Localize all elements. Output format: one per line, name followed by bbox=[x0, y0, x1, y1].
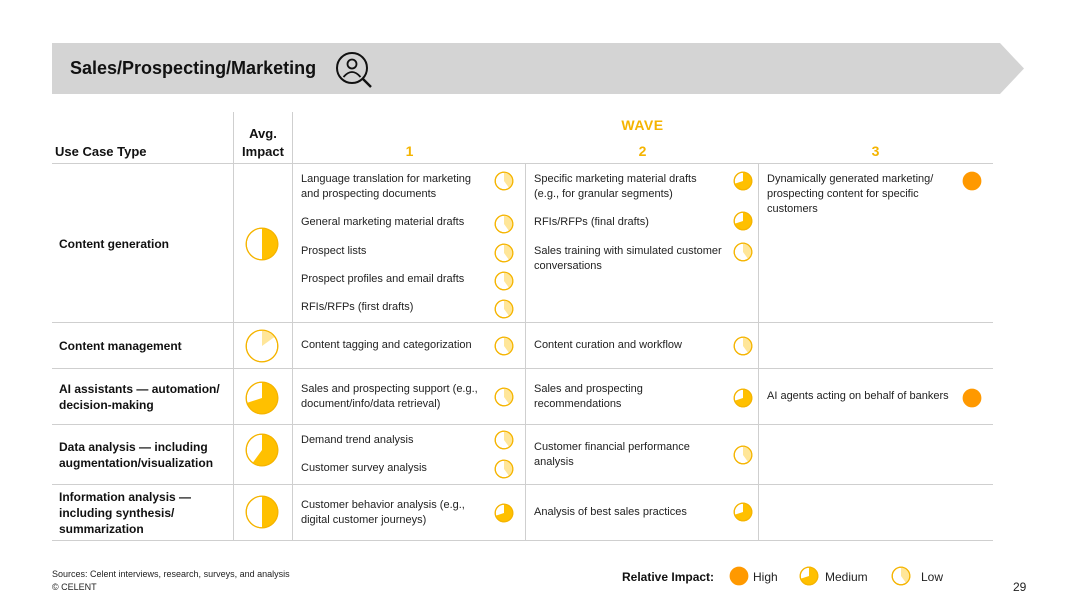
impact-indicator bbox=[962, 171, 982, 191]
avg-impact-indicator bbox=[245, 433, 279, 467]
use-case-text: Sales training with simulated customer conversations bbox=[534, 245, 722, 272]
use-case-text: Sales and prospecting support (e.g., document/info/data retrieval) bbox=[301, 383, 478, 410]
legend-high-label: High bbox=[753, 570, 778, 584]
grid-line bbox=[758, 163, 759, 540]
grid-line bbox=[52, 484, 993, 485]
impact-indicator bbox=[494, 299, 514, 319]
avg-impact-indicator bbox=[245, 227, 279, 261]
use-case-text: RFIs/RFPs (final drafts) bbox=[534, 216, 649, 228]
impact-indicator bbox=[494, 503, 514, 523]
legend-medium-icon bbox=[799, 566, 819, 586]
header-wave-3: 3 bbox=[871, 143, 880, 159]
grid-line bbox=[525, 163, 526, 540]
header-wave: WAVE bbox=[621, 117, 664, 133]
impact-indicator bbox=[494, 214, 514, 234]
grid-line bbox=[52, 322, 993, 323]
impact-indicator bbox=[494, 171, 514, 191]
impact-indicator bbox=[733, 171, 753, 191]
header-avg-impact-line2: Impact bbox=[242, 144, 284, 159]
impact-indicator bbox=[733, 336, 753, 356]
page-number: 29 bbox=[1013, 580, 1027, 594]
use-case-text: Content curation and workflow bbox=[534, 339, 682, 351]
sources-note: Sources: Celent interviews, research, surveys, and analysis bbox=[52, 569, 290, 579]
grid-line bbox=[233, 112, 234, 540]
use-case-text: General marketing material drafts bbox=[301, 216, 465, 228]
legend-high-icon bbox=[729, 566, 749, 586]
grid-line bbox=[52, 540, 993, 541]
use-case-text: Specific marketing material drafts (e.g., for granular segments) bbox=[534, 173, 697, 200]
grid-line bbox=[292, 112, 293, 540]
header-use-case-type: Use Case Type bbox=[55, 144, 147, 159]
use-case-text: Sales and prospecting recommendations bbox=[534, 383, 643, 410]
section-title: Sales/Prospecting/Marketing bbox=[70, 58, 317, 78]
impact-indicator bbox=[733, 242, 753, 262]
use-case-text: Content tagging and categorization bbox=[301, 339, 472, 351]
use-case-text: Prospect profiles and email drafts bbox=[301, 273, 465, 285]
impact-indicator bbox=[494, 459, 514, 479]
impact-indicator bbox=[494, 430, 514, 450]
use-case-text: Language translation for marketing and prospecting documents bbox=[301, 173, 471, 200]
use-case-text: Demand trend analysis bbox=[301, 434, 414, 446]
use-case-text: Prospect lists bbox=[301, 245, 367, 257]
impact-indicator bbox=[733, 445, 753, 465]
impact-indicator bbox=[733, 211, 753, 231]
impact-indicator bbox=[733, 388, 753, 408]
row-label-content-management: Content management bbox=[59, 339, 182, 353]
impact-indicator bbox=[962, 388, 982, 408]
grid-line bbox=[52, 368, 993, 369]
use-case-text: RFIs/RFPs (first drafts) bbox=[301, 301, 414, 313]
header-avg-impact-line1: Avg. bbox=[249, 126, 277, 141]
person-search-icon bbox=[334, 51, 374, 89]
impact-indicator bbox=[733, 502, 753, 522]
row-label-information-analysis: Information analysis — including synthesis/ summarization bbox=[59, 490, 192, 536]
legend-title: Relative Impact: bbox=[622, 570, 715, 584]
grid-line bbox=[52, 424, 993, 425]
row-label-data-analysis: Data analysis — including augmentation/visualization bbox=[59, 440, 214, 470]
header-wave-2: 2 bbox=[638, 143, 647, 159]
copyright: © CELENT bbox=[52, 582, 97, 592]
legend-low-icon bbox=[891, 566, 911, 586]
use-case-text: Dynamically generated marketing/ prospecting content for specific customers bbox=[767, 173, 934, 215]
impact-indicator bbox=[494, 243, 514, 263]
use-case-text: AI agents acting on behalf of bankers bbox=[767, 390, 949, 402]
avg-impact-indicator bbox=[245, 495, 279, 529]
use-case-text: Analysis of best sales practices bbox=[534, 506, 687, 518]
impact-indicator bbox=[494, 271, 514, 291]
avg-impact-indicator bbox=[245, 381, 279, 415]
legend-low-label: Low bbox=[921, 570, 944, 584]
row-label-ai-assistants: AI assistants — automation/ decision-making bbox=[59, 382, 220, 412]
use-case-text: Customer survey analysis bbox=[301, 462, 427, 474]
avg-impact-indicator bbox=[245, 329, 279, 363]
legend-medium-label: Medium bbox=[825, 570, 868, 584]
use-case-text: Customer behavior analysis (e.g., digital customer journeys) bbox=[301, 499, 465, 526]
header-wave-1: 1 bbox=[405, 143, 414, 159]
grid-line bbox=[52, 163, 993, 164]
use-case-text: Customer financial performance analysis bbox=[534, 441, 690, 468]
row-label-content-generation: Content generation bbox=[59, 237, 169, 251]
impact-indicator bbox=[494, 387, 514, 407]
impact-indicator bbox=[494, 336, 514, 356]
